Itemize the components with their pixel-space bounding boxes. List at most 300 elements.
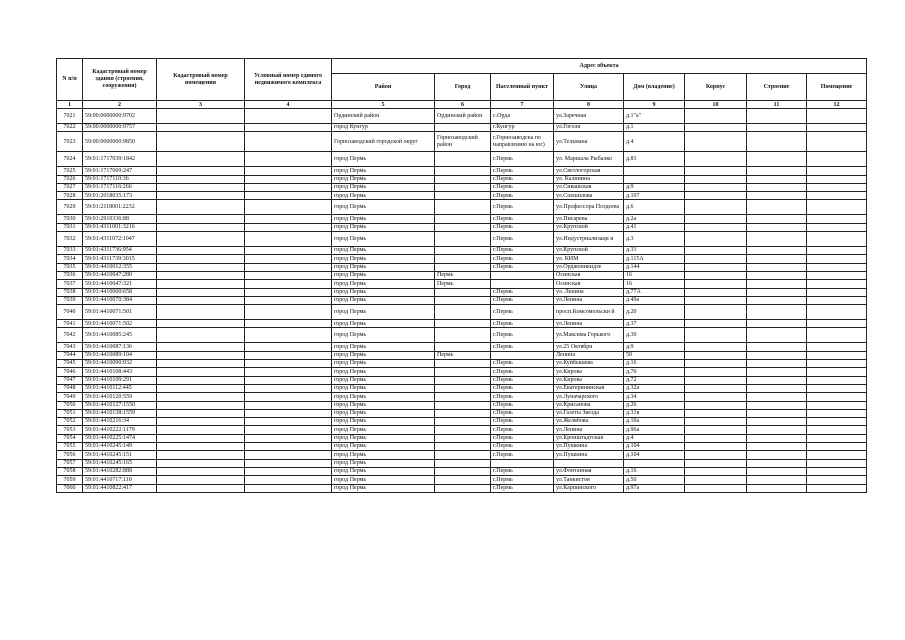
cell-num: 7058: [57, 467, 83, 475]
cell-room-cadastral: [157, 443, 245, 451]
cell-locality: г.Горнозаводска по направлению на юг): [491, 132, 554, 152]
cell-structure: [747, 320, 807, 328]
table-row: [57, 443, 867, 451]
cell-building: [685, 467, 747, 475]
cell-room-cadastral: [157, 351, 245, 359]
cell-structure: [747, 296, 807, 304]
cell-street: ул.Пушкина: [554, 443, 624, 451]
cell-locality: г.Пермь: [491, 328, 554, 343]
cell-num: 7055: [57, 443, 83, 451]
cell-num: 7022: [57, 124, 83, 132]
cell-room-cadastral: [157, 109, 245, 124]
cell-district: город Пермь: [332, 183, 435, 191]
cell-num: 7036: [57, 271, 83, 279]
cell-district: город Пермь: [332, 351, 435, 359]
cell-room-cadastral: [157, 418, 245, 426]
cell-complex: [245, 320, 332, 328]
cell-room: [807, 376, 867, 384]
cell-complex: [245, 467, 332, 475]
cell-building: [685, 175, 747, 183]
table-row: [57, 192, 867, 200]
cell-district: город Пермь: [332, 401, 435, 409]
cell-city: [435, 476, 491, 484]
cell-locality: г.Пермь: [491, 152, 554, 167]
cell-house: д.81: [624, 152, 685, 167]
cell-street: ул.Индустриализаци и: [554, 232, 624, 247]
table-row: [57, 426, 867, 434]
cell-building: [685, 192, 747, 200]
table-row: [57, 247, 867, 255]
cell-locality: г.Пермь: [491, 360, 554, 368]
cell-locality: г.Пермь: [491, 247, 554, 255]
column-number: 7: [491, 101, 554, 109]
table-row: [57, 360, 867, 368]
cell-room-cadastral: [157, 200, 245, 215]
cell-complex: [245, 175, 332, 183]
cell-complex: [245, 451, 332, 459]
cell-district: город Пермь: [332, 434, 435, 442]
cell-house: [624, 175, 685, 183]
table-row: [57, 409, 867, 417]
cell-street: ул.Куйбышева: [554, 360, 624, 368]
cell-city: [435, 305, 491, 320]
cell-city: Горнозаводский район: [435, 132, 491, 152]
cell-complex: [245, 434, 332, 442]
cell-cadastral: 59:01:4410047:321: [83, 280, 157, 288]
cell-city: [435, 152, 491, 167]
cell-district: город Пермь: [332, 451, 435, 459]
cell-room: [807, 296, 867, 304]
cell-house: д.16: [624, 467, 685, 475]
cell-num: 7027: [57, 183, 83, 191]
cell-num: 7056: [57, 451, 83, 459]
cell-house: д.31в: [624, 409, 685, 417]
cell-num: 7038: [57, 288, 83, 296]
cell-room-cadastral: [157, 223, 245, 231]
cell-house: д.26: [624, 401, 685, 409]
cell-num: 7047: [57, 376, 83, 384]
cell-room: [807, 328, 867, 343]
cell-num: 7048: [57, 384, 83, 392]
cell-room: [807, 426, 867, 434]
cell-locality: г.Пермь: [491, 443, 554, 451]
cell-city: [435, 223, 491, 231]
cell-district: город Пермь: [332, 418, 435, 426]
objects-table: [56, 58, 867, 493]
cell-structure: [747, 351, 807, 359]
column-number: 5: [332, 101, 435, 109]
cell-num: 7037: [57, 280, 83, 288]
cell-num: 7053: [57, 426, 83, 434]
cell-room-cadastral: [157, 409, 245, 417]
cell-cadastral: 59:01:4410245:149: [83, 443, 157, 451]
cell-structure: [747, 434, 807, 442]
cell-room-cadastral: [157, 247, 245, 255]
cell-locality: г.Кунгур: [491, 124, 554, 132]
cell-cadastral: 59:01:4410089:104: [83, 351, 157, 359]
cell-city: [435, 328, 491, 343]
cell-street: Ленина: [554, 351, 624, 359]
cell-room-cadastral: [157, 280, 245, 288]
cell-structure: [747, 280, 807, 288]
header-address: Адрес объекта: [332, 59, 867, 74]
cell-room: [807, 192, 867, 200]
cell-locality: г.Пермь: [491, 167, 554, 175]
cell-room-cadastral: [157, 175, 245, 183]
header-num: N п/п: [57, 59, 83, 101]
cell-structure: [747, 476, 807, 484]
column-number: 12: [807, 101, 867, 109]
cell-room: [807, 351, 867, 359]
cell-complex: [245, 192, 332, 200]
cell-city: [435, 263, 491, 271]
cell-locality: [491, 280, 554, 288]
cell-structure: [747, 459, 807, 467]
cell-locality: г.Пермь: [491, 192, 554, 200]
cell-locality: г.Пермь: [491, 451, 554, 459]
cell-city: [435, 255, 491, 263]
cell-building: [685, 476, 747, 484]
cell-num: 7043: [57, 343, 83, 351]
cell-complex: [245, 360, 332, 368]
column-number: 10: [685, 101, 747, 109]
cell-house: 50: [624, 351, 685, 359]
cell-house: д.32а: [624, 384, 685, 392]
cell-structure: [747, 183, 807, 191]
cell-num: 7034: [57, 255, 83, 263]
table-row: [57, 183, 867, 191]
cell-street: ул.Газеты Звезда: [554, 409, 624, 417]
cell-house: д.49а: [624, 296, 685, 304]
cell-building: [685, 393, 747, 401]
column-number: 9: [624, 101, 685, 109]
cell-structure: [747, 328, 807, 343]
cell-street: ул. Ленина: [554, 288, 624, 296]
cell-num: 7040: [57, 305, 83, 320]
column-number: 3: [157, 101, 245, 109]
cell-room-cadastral: [157, 328, 245, 343]
cell-house: д.6: [624, 200, 685, 215]
cell-num: 7054: [57, 434, 83, 442]
cell-street: ул.25 Октября: [554, 343, 624, 351]
cell-building: [685, 384, 747, 392]
cell-cadastral: 59:01:2910336:88: [83, 215, 157, 223]
cell-district: город Пермь: [332, 360, 435, 368]
cell-cadastral: 59:01:4410071:501: [83, 305, 157, 320]
cell-building: [685, 109, 747, 124]
cell-locality: г.Пермь: [491, 305, 554, 320]
table-row: [57, 459, 867, 467]
cell-room: [807, 288, 867, 296]
cell-district: город Пермь: [332, 484, 435, 492]
cell-complex: [245, 484, 332, 492]
cell-locality: г.Пермь: [491, 418, 554, 426]
cell-street: ул.Кирова: [554, 368, 624, 376]
cell-house: д.9: [624, 183, 685, 191]
cell-cadastral: 59:01:4410245:165: [83, 459, 157, 467]
cell-cadastral: 59:01:4410012:355: [83, 263, 157, 271]
cell-structure: [747, 467, 807, 475]
cell-city: [435, 320, 491, 328]
cell-district: город Пермь: [332, 175, 435, 183]
column-number: 11: [747, 101, 807, 109]
cell-cadastral: 59:01:4410070:384: [83, 296, 157, 304]
cell-structure: [747, 451, 807, 459]
cell-street: ул.Пушкина: [554, 451, 624, 459]
cell-district: город Пермь: [332, 426, 435, 434]
cell-cadastral: 59:01:4410216:34: [83, 418, 157, 426]
cell-num: 7021: [57, 109, 83, 124]
cell-complex: [245, 476, 332, 484]
table-row: [57, 215, 867, 223]
header-house: Дом (владение): [624, 74, 685, 101]
cell-room: [807, 200, 867, 215]
column-number: 2: [83, 101, 157, 109]
cell-street: ул.Фонтанная: [554, 467, 624, 475]
header-building: Корпус: [685, 74, 747, 101]
cell-num: 7042: [57, 328, 83, 343]
cell-room-cadastral: [157, 384, 245, 392]
cell-district: город Пермь: [332, 167, 435, 175]
cell-street: ул.Желябова: [554, 418, 624, 426]
cell-street: ул.Сивашская: [554, 183, 624, 191]
cell-cadastral: 59:01:4410047:280: [83, 271, 157, 279]
cell-room-cadastral: [157, 305, 245, 320]
cell-structure: [747, 247, 807, 255]
cell-city: [435, 296, 491, 304]
cell-room-cadastral: [157, 484, 245, 492]
cell-room: [807, 305, 867, 320]
cell-street: ул.Кронштадтская: [554, 434, 624, 442]
cell-building: [685, 376, 747, 384]
cell-locality: г.Пермь: [491, 296, 554, 304]
cell-street: ул. Калинина: [554, 175, 624, 183]
cell-cadastral: 59:01:4410127:1550: [83, 401, 157, 409]
cell-building: [685, 232, 747, 247]
cell-num: 7052: [57, 418, 83, 426]
cell-district: город Пермь: [332, 368, 435, 376]
cell-district: город Пермь: [332, 467, 435, 475]
cell-city: [435, 484, 491, 492]
cell-building: [685, 255, 747, 263]
cell-city: [435, 183, 491, 191]
cell-cadastral: 59:01:4410245:151: [83, 451, 157, 459]
cell-city: [435, 426, 491, 434]
cell-structure: [747, 232, 807, 247]
cell-district: город Пермь: [332, 305, 435, 320]
cell-complex: [245, 384, 332, 392]
cell-structure: [747, 192, 807, 200]
table-row: [57, 175, 867, 183]
cell-room: [807, 451, 867, 459]
cell-room: [807, 124, 867, 132]
cell-house: д.2а: [624, 215, 685, 223]
cell-room: [807, 167, 867, 175]
table-row: [57, 368, 867, 376]
cell-room-cadastral: [157, 215, 245, 223]
cell-complex: [245, 343, 332, 351]
cell-street: ул.Ленина: [554, 426, 624, 434]
cell-complex: [245, 280, 332, 288]
cell-district: город Пермь: [332, 152, 435, 167]
cell-complex: [245, 263, 332, 271]
cell-city: [435, 368, 491, 376]
cell-cadastral: 59:01:4410108:443: [83, 368, 157, 376]
cell-district: Ординский район: [332, 109, 435, 124]
cell-locality: г.Пермь: [491, 343, 554, 351]
cell-building: [685, 288, 747, 296]
cell-num: 7039: [57, 296, 83, 304]
cell-structure: [747, 343, 807, 351]
cell-building: [685, 305, 747, 320]
cell-cadastral: 59:00:0000000:9850: [83, 132, 157, 152]
cell-locality: г.Пермь: [491, 200, 554, 215]
cell-city: [435, 376, 491, 384]
column-number: 1: [57, 101, 83, 109]
cell-structure: [747, 255, 807, 263]
cell-house: д.50: [624, 476, 685, 484]
cell-cadastral: 59:01:2118001:2232: [83, 200, 157, 215]
cell-structure: [747, 200, 807, 215]
cell-building: [685, 343, 747, 351]
table-row: [57, 280, 867, 288]
cell-building: [685, 320, 747, 328]
cell-room-cadastral: [157, 476, 245, 484]
cell-house: д.76: [624, 368, 685, 376]
cell-building: [685, 401, 747, 409]
cell-complex: [245, 296, 332, 304]
cell-cadastral: 59:01:4311001:3216: [83, 223, 157, 231]
cell-room: [807, 247, 867, 255]
cell-num: 7050: [57, 401, 83, 409]
cell-complex: [245, 409, 332, 417]
table-row: [57, 124, 867, 132]
table-row: [57, 401, 867, 409]
cell-complex: [245, 376, 332, 384]
column-number: 8: [554, 101, 624, 109]
cell-cadastral: 59:01:4410071:502: [83, 320, 157, 328]
cell-street: ул.Карпинского: [554, 484, 624, 492]
cell-street: ул.Максима Горького: [554, 328, 624, 343]
cell-structure: [747, 175, 807, 183]
cell-structure: [747, 109, 807, 124]
cell-house: д.104: [624, 443, 685, 451]
cell-structure: [747, 426, 807, 434]
cell-cadastral: 59:00:0000000:9702: [83, 109, 157, 124]
cell-building: [685, 351, 747, 359]
cell-city: [435, 434, 491, 442]
cell-locality: [491, 271, 554, 279]
cell-street: Осинская: [554, 280, 624, 288]
table-row: [57, 384, 867, 392]
cell-house: д.107: [624, 192, 685, 200]
cell-complex: [245, 328, 332, 343]
cell-room: [807, 484, 867, 492]
cell-district: город Пермь: [332, 409, 435, 417]
cell-city: [435, 384, 491, 392]
cell-district: город Пермь: [332, 459, 435, 467]
cell-structure: [747, 443, 807, 451]
cell-building: [685, 124, 747, 132]
cell-cadastral: 59:01:4311072:1047: [83, 232, 157, 247]
cell-building: [685, 426, 747, 434]
cell-building: [685, 152, 747, 167]
cell-room-cadastral: [157, 288, 245, 296]
cell-city: Ординский район: [435, 109, 491, 124]
header-cadastral: Кадастровый номер здания (строения, сооружения): [83, 59, 157, 101]
cell-street: Осинская: [554, 271, 624, 279]
cell-cadastral: 59:01:4410090:932: [83, 360, 157, 368]
cell-locality: г.Пермь: [491, 175, 554, 183]
cell-building: [685, 368, 747, 376]
cell-street: ул.Танкистов: [554, 476, 624, 484]
cell-building: [685, 271, 747, 279]
cell-cadastral: 59:01:4410112:445: [83, 384, 157, 392]
cell-locality: г.Пермь: [491, 467, 554, 475]
cell-building: [685, 443, 747, 451]
cell-room-cadastral: [157, 320, 245, 328]
cell-room-cadastral: [157, 152, 245, 167]
cell-city: [435, 409, 491, 417]
cell-num: 7033: [57, 247, 83, 255]
cell-locality: с.Орда: [491, 109, 554, 124]
cell-complex: [245, 109, 332, 124]
cell-district: город Пермь: [332, 223, 435, 231]
cell-house: д.10а: [624, 418, 685, 426]
cell-cadastral: 59:01:4410109:291: [83, 376, 157, 384]
cell-city: [435, 124, 491, 132]
cell-room: [807, 418, 867, 426]
cell-structure: [747, 167, 807, 175]
cell-city: [435, 288, 491, 296]
cell-house: [624, 459, 685, 467]
cell-house: [624, 167, 685, 175]
cell-complex: [245, 401, 332, 409]
cell-complex: [245, 393, 332, 401]
cell-room-cadastral: [157, 271, 245, 279]
cell-room: [807, 320, 867, 328]
cell-room: [807, 368, 867, 376]
cell-num: 7044: [57, 351, 83, 359]
cell-street: ул.Луначарского: [554, 393, 624, 401]
cell-street: ул. Маршала Рыбалко: [554, 152, 624, 167]
cell-house: д.9: [624, 343, 685, 351]
cell-city: [435, 418, 491, 426]
cell-city: Пермь: [435, 280, 491, 288]
cell-house: д.115А: [624, 255, 685, 263]
cell-city: [435, 247, 491, 255]
cell-room-cadastral: [157, 393, 245, 401]
cell-district: город Пермь: [332, 288, 435, 296]
cell-house: д.31: [624, 247, 685, 255]
cell-city: [435, 192, 491, 200]
header-room-cadastral: Кадастровый номер помещения: [157, 59, 245, 101]
cell-complex: [245, 124, 332, 132]
table-row: [57, 467, 867, 475]
cell-building: [685, 263, 747, 271]
column-number: 6: [435, 101, 491, 109]
cell-building: [685, 296, 747, 304]
table-row: [57, 484, 867, 492]
cell-house: д.1: [624, 124, 685, 132]
cell-structure: [747, 152, 807, 167]
cell-locality: г.Пермь: [491, 401, 554, 409]
cell-city: [435, 167, 491, 175]
cell-house: д.97а: [624, 484, 685, 492]
cell-city: [435, 393, 491, 401]
cell-district: город Пермь: [332, 192, 435, 200]
cell-house: д.77А: [624, 288, 685, 296]
